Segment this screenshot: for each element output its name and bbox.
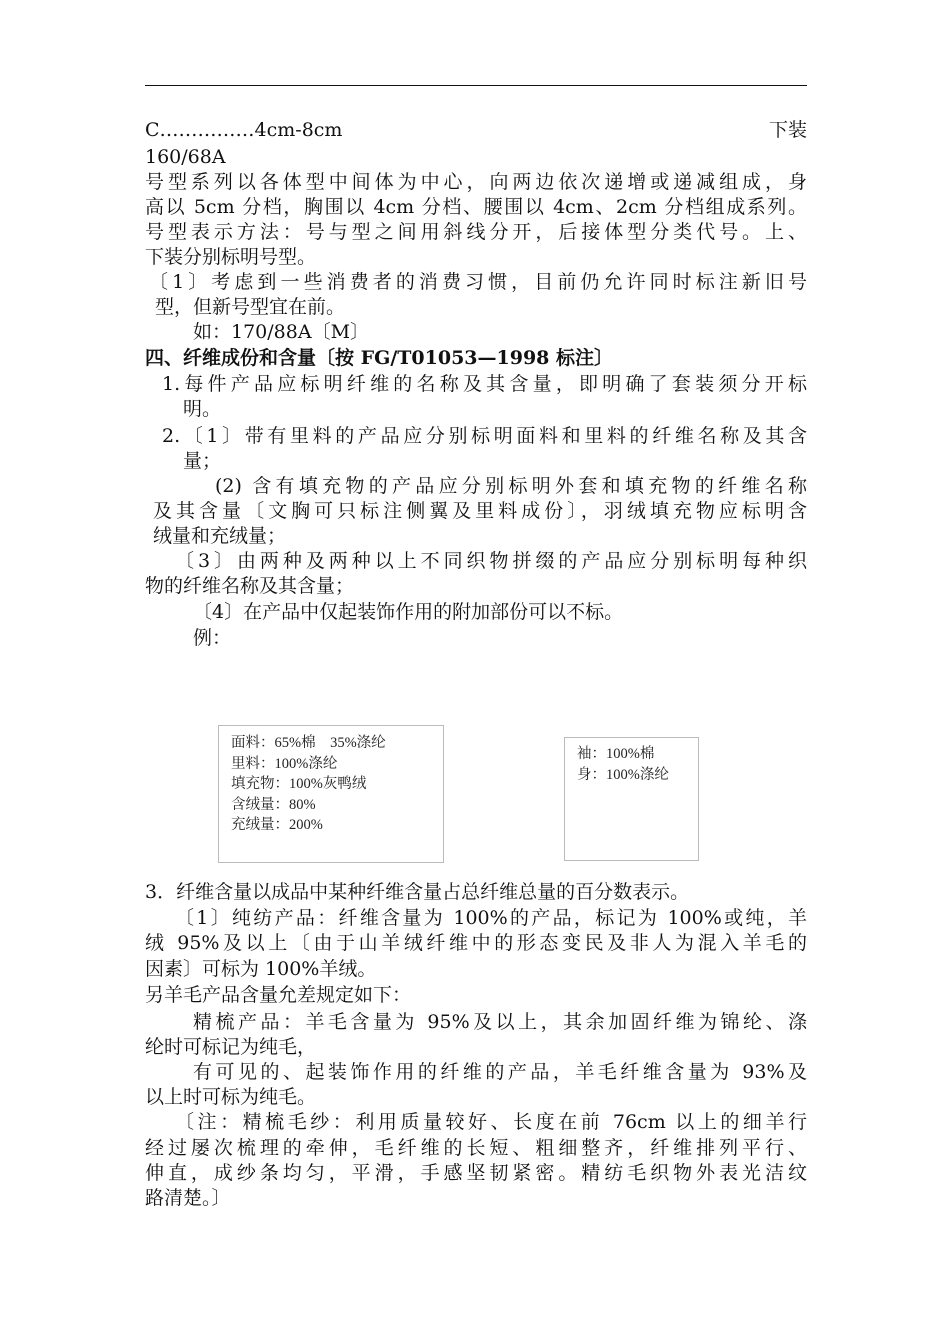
list-item: 〔4〕在产品中仅起装饰作用的附加部份可以不标。 [193, 601, 624, 623]
list-item: 绒量和充绒量； [153, 525, 287, 547]
list-item: 〔1〕纯纺产品：纤维含量为 100%的产品，标记为 100%或纯，羊 [175, 907, 807, 929]
label-line: 含绒量：80% [231, 796, 316, 813]
note-example: 如：170/88A〔M〕 [193, 321, 370, 343]
note-line: 经过屡次梳理的牵伸，毛纤维的长短、粗细整齐，纤维排列平行、 [145, 1137, 807, 1159]
list-item: 〔3〕由两种及两种以上不同织物拼缀的产品应分别标明每种织 [175, 550, 807, 572]
para-line: 精梳产品：羊毛含量为 95%及以上，其余加固纤维为锦纶、涤 [193, 1011, 807, 1033]
label-line: 里料：100%涤纶 [231, 755, 338, 772]
list-item: 绒 95%及以上〔由于山羊绒纤维中的形态变民及非人为混入羊毛的 [145, 932, 807, 954]
list-item: 2.〔1〕带有里料的产品应分别标明面料和里料的纤维名称及其含 [162, 425, 807, 447]
example-size: 160/68A [145, 146, 226, 168]
label-line: 充绒量：200% [231, 817, 323, 833]
para-line: 有可见的、起装饰作用的纤维的产品，羊毛纤维含量为 93%及 [193, 1061, 807, 1083]
para-line: 高以 5cm 分档，胸围以 4cm 分档、腰围以 4cm、2cm 分档组成系列。 [145, 196, 807, 218]
example-label: 例： [193, 627, 232, 649]
note-line: 路清楚。〕 [145, 1187, 231, 1209]
list-item: (2) 含有填充物的产品应分别标明外套和填充物的纤维名称 [215, 475, 807, 497]
note-line: 〔1〕考虑到一些消费者的消费习惯，目前仍允许同时标注新旧号 [149, 271, 807, 293]
label-box-1 [218, 725, 444, 863]
document-page [145, 0, 807, 1344]
para-line: 以上时可标为纯毛。 [145, 1086, 317, 1108]
size-line-left: C……………4cm-8cm [145, 119, 343, 141]
size-line [145, 118, 807, 142]
list-item: 及其含量〔文胸可只标注侧翼及里料成份〕，羽绒填充物应标明含 [153, 500, 807, 522]
header-rule [145, 85, 807, 86]
list-item: 1.每件产品应标明纤维的名称及其含量，即明确了套装须分开标 [162, 373, 807, 395]
label-line: 填充物：100%灰鸭绒 [231, 776, 367, 792]
para-line: 纶时可标记为纯毛， [145, 1036, 317, 1058]
list-item: 明。 [183, 398, 222, 420]
list-item: 因素〕可标为 100%羊绒。 [145, 958, 377, 980]
section-heading: 四、纤维成份和含量〔按 FG/T01053—1998 标注〕 [145, 347, 614, 369]
para-line: 号型系列以各体型中间体为中心，向两边依次递增或递减组成，身 [145, 171, 807, 193]
label-line: 袖：100%棉 [577, 746, 655, 762]
list-item: 3．纤维含量以成品中某种纤维含量占总纤维总量的百分数表示。 [145, 881, 690, 903]
note-line: 〔注：精梳毛纱：利用质量较好、长度在前 76cm 以上的细羊行 [175, 1111, 807, 1133]
size-line-right: 下装 [768, 119, 807, 141]
label-line: 身：100%涤纶 [577, 766, 669, 783]
note-line: 型，但新号型宜在前。 [155, 296, 346, 318]
label-line: 面料：65%棉 35%涤纶 [231, 735, 386, 751]
list-item: 量； [183, 450, 222, 472]
note-line: 伸直，成纱条均匀，平滑，手感坚韧紧密。精纺毛织物外表光洁纹 [145, 1162, 807, 1184]
label-box-2 [564, 737, 699, 861]
para-line: 下装分别标明号型。 [145, 246, 317, 268]
para-line: 另羊毛产品含量允差规定如下： [145, 984, 412, 1006]
para-line: 号型表示方法：号与型之间用斜线分开，后接体型分类代号。上、 [145, 221, 807, 243]
list-item: 物的纤维名称及其含量； [145, 575, 355, 597]
